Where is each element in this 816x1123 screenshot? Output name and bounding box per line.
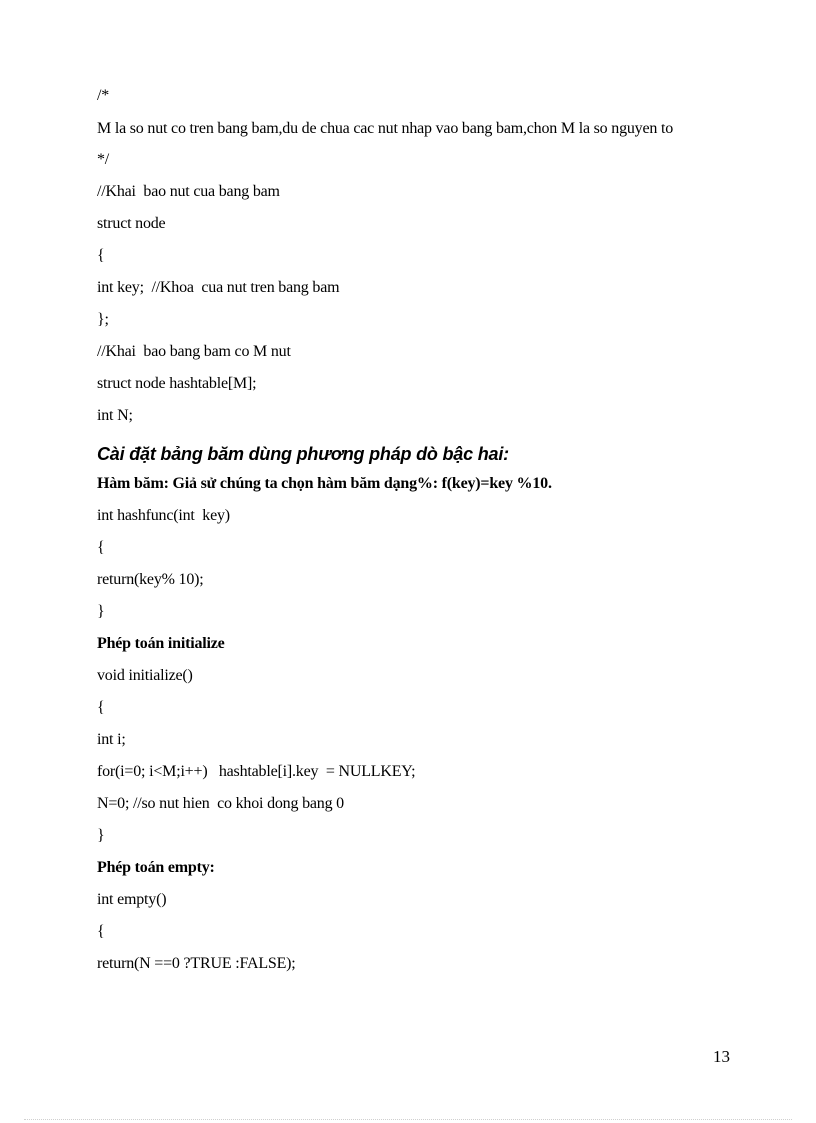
code-return-key-mod: return(key% 10); bbox=[97, 571, 204, 588]
page-content bbox=[97, 84, 733, 984]
page-number: 13 bbox=[713, 1047, 730, 1066]
code-brace-open: { bbox=[97, 699, 105, 716]
code-brace-open: { bbox=[97, 539, 105, 556]
initialize-title: Phép toán initialize bbox=[97, 635, 225, 652]
code-struct-node: struct node bbox=[97, 215, 166, 232]
code-brace-open: { bbox=[97, 923, 105, 940]
code-comment-node-declaration: //Khai bao nut cua bang bam bbox=[97, 183, 280, 200]
code-n-zero: N=0; //so nut hien co khoi dong bang 0 bbox=[97, 795, 344, 812]
code-return-empty: return(N ==0 ?TRUE :FALSE); bbox=[97, 955, 296, 972]
code-for-loop: for(i=0; i<M;i++) hashtable[i].key = NULLKEY; bbox=[97, 763, 416, 780]
code-int-n: int N; bbox=[97, 407, 133, 424]
code-initialize-signature: void initialize() bbox=[97, 667, 193, 684]
code-comment-table-declaration: //Khai bao bang bam co M nut bbox=[97, 343, 291, 360]
code-hashtable-declaration: struct node hashtable[M]; bbox=[97, 375, 257, 392]
comment-text: M la so nut co tren bang bam,du de chua cac nut nhap vao bang bam,chon M la so nguyen to bbox=[97, 120, 674, 137]
hash-function-title: Hàm băm: Giả sử chúng ta chọn hàm băm dạng%: f(key)=key %10. bbox=[97, 475, 552, 492]
section-heading: Cài đặt bảng băm dùng phương pháp dò bậc hai: bbox=[97, 444, 509, 464]
code-brace-close: } bbox=[97, 827, 105, 844]
comment-open: /* bbox=[97, 87, 110, 104]
empty-title: Phép toán empty: bbox=[97, 859, 215, 876]
code-brace-close: } bbox=[97, 603, 105, 620]
page-bottom-divider bbox=[24, 1119, 792, 1120]
code-hashfunc-signature: int hashfunc(int key) bbox=[97, 507, 230, 524]
code-brace-open: { bbox=[97, 247, 105, 264]
code-empty-signature: int empty() bbox=[97, 891, 167, 908]
comment-close: */ bbox=[97, 151, 110, 168]
code-int-key: int key; //Khoa cua nut tren bang bam bbox=[97, 279, 340, 296]
code-int-i: int i; bbox=[97, 731, 126, 748]
code-brace-close-semicolon: }; bbox=[97, 311, 109, 328]
